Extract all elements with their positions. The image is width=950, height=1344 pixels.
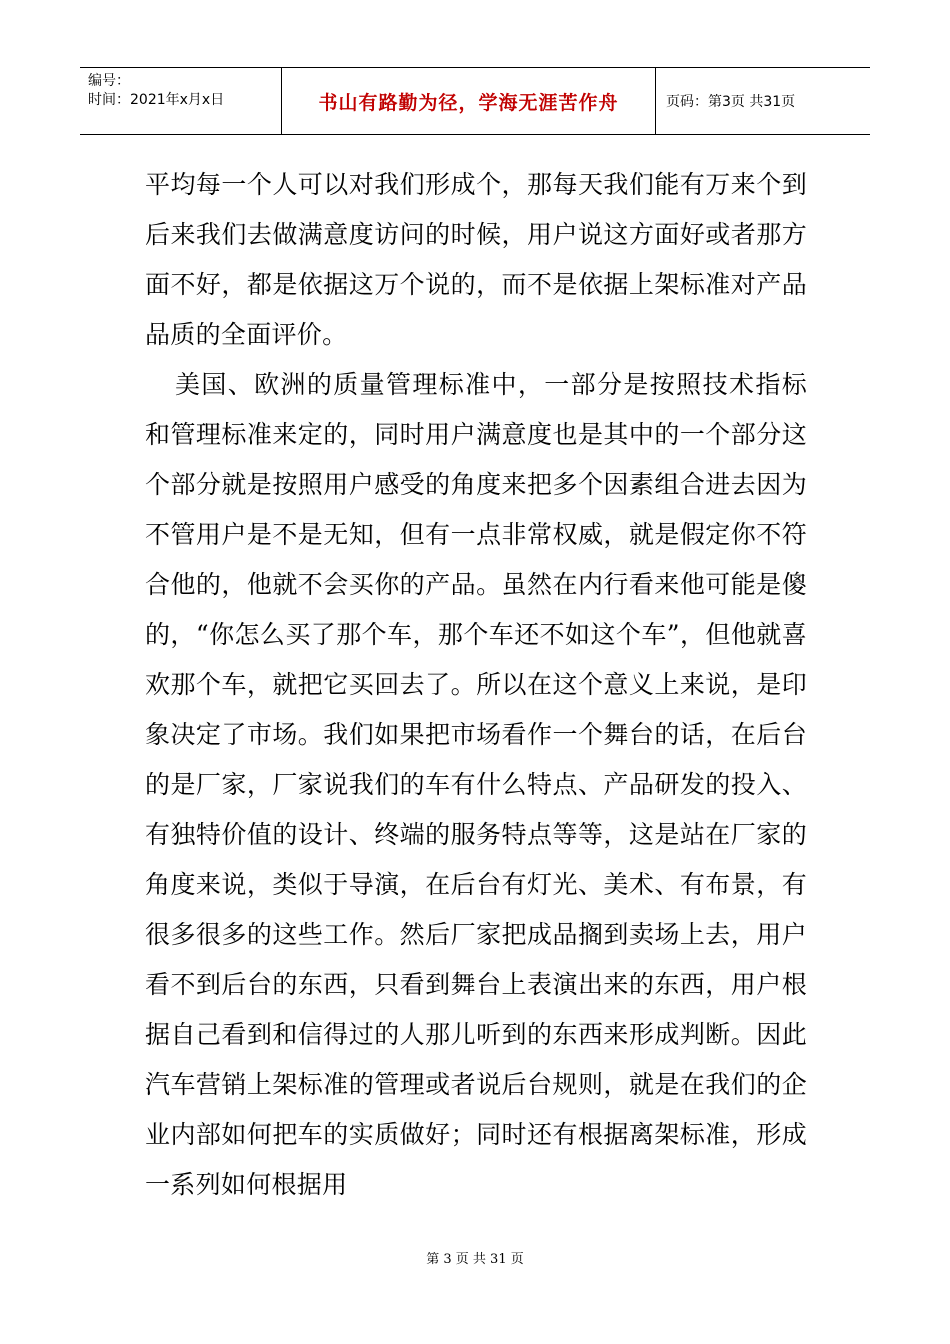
header-meta-cell [80, 68, 282, 134]
footer-page-number: 第 3 页 共 31 页 [426, 1252, 524, 1267]
body-paragraph: 平均每一个人可以对我们形成个，那每天我们能有万来个到后来我们去做满意度访问的时候，用户说这方面好或者那方面不好，都是依据这万个说的，而不是依据上架标准对产品品质的全面评价。 [145, 170, 807, 349]
document-date-label: 时间：2021年x月x日 [88, 92, 225, 108]
header-motto: 书山有路勤为径，学海无涯苦作舟 [318, 91, 619, 114]
page-header [80, 67, 870, 135]
body-paragraph: 美国、欧洲的质量管理标准中，一部分是按照技术指标和管理标准来定的，同时用户满意度也是其中的一个部分这个部分就是按照用户感受的角度来把多个因素组合进去因为不管用户是不是无知，但有一点非常权威，就是假定你不符合他的，他就不会买你的产品。虽然在内行看来他可能是傻的，“你怎么买了那个车，那个车还不如这个车”，但他就喜欢那个车，就把它买回去了。所以在这个意义上来说，是印象决定了市场。我们如果把市场看作一个舞台的话，在后台的是厂家，厂家说我们的车有什么特点、产品研发的投入、有独特价值的设计、终端的服务特点等等，这是站在厂家的角度来说，类似于导演，在后台有灯光、美术、有布景，有很多很多的这些工作。然后厂家把成品搁到卖场上去，用户看不到后台的东西，只看到舞台上表演出来的东西，用户根据自己看到和信得过的人那儿听到的东西来形成判断。因此汽车营销上架标准的管理或者说后台规则，就是在我们的企业内部如何把车的实质做好；同时还有根据离架标准，形成一系列如何根据用 [145, 370, 807, 1199]
document-number-label: 编号： [88, 73, 130, 89]
header-page-cell [656, 68, 870, 134]
header-page-info: 页码：第3页 共31页 [666, 94, 796, 110]
page-footer [0, 1248, 950, 1267]
document-body [145, 160, 807, 1210]
header-motto-cell [282, 68, 656, 134]
